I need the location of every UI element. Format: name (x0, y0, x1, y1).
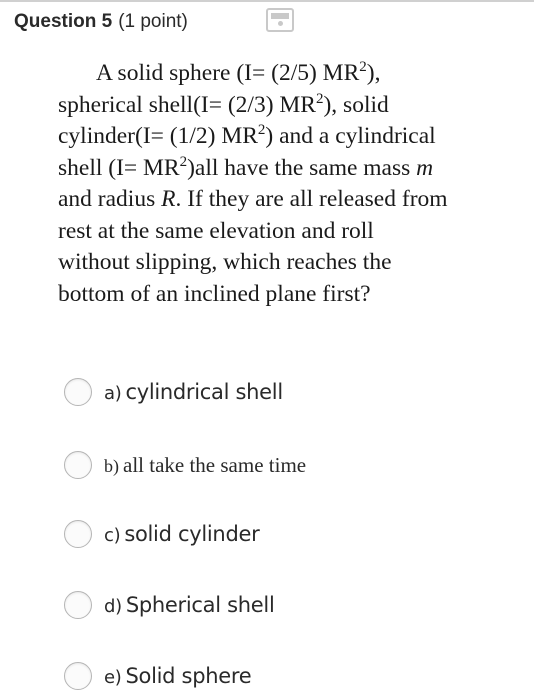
option-label (104, 380, 283, 404)
radio-button[interactable] (64, 662, 92, 690)
text-run: ) and a cylindrical (265, 123, 436, 149)
option-letter: d) (104, 596, 122, 617)
superscript: 2 (179, 153, 188, 170)
radio-button[interactable] (64, 451, 92, 479)
option-label (104, 522, 259, 546)
superscript: 2 (315, 90, 324, 107)
question-line (58, 184, 508, 216)
option-label (104, 453, 306, 478)
radio-button[interactable] (64, 378, 92, 406)
radio-button[interactable] (64, 591, 92, 619)
text-run: ), solid (323, 91, 389, 118)
option-label (104, 664, 251, 688)
radio-button[interactable] (64, 520, 92, 548)
question-points: (1 point) (118, 11, 188, 32)
option-text: Spherical shell (125, 593, 275, 617)
option-letter: b) (104, 455, 119, 476)
flag-icon-bar (271, 13, 289, 19)
answer-option-d[interactable] (64, 588, 274, 622)
option-label (104, 593, 274, 617)
question-line (58, 90, 508, 122)
option-text: cylindrical shell (125, 380, 283, 404)
option-text: Solid sphere (125, 664, 252, 688)
text-run: )all have the same mass (187, 154, 417, 181)
option-text: all take the same time (123, 452, 307, 477)
option-text: solid cylinder (124, 522, 260, 546)
answer-option-e[interactable] (64, 659, 251, 693)
question-line: rest at the same elevation and roll (58, 217, 374, 244)
superscript: 2 (359, 59, 367, 75)
question-line: without slipping, which reaches the (58, 249, 392, 275)
question-line (58, 153, 508, 185)
text-run: A solid sphere (I= (2/5) MR (96, 60, 360, 86)
text-run: shell (I= MR (58, 154, 180, 181)
flag-question-icon[interactable] (266, 8, 294, 32)
question-title: Question 5 (14, 11, 113, 32)
text-run: and radius (58, 186, 162, 212)
option-letter: e) (104, 667, 122, 688)
question-line (58, 121, 508, 153)
question-text (58, 58, 508, 310)
text-run: spherical shell(I= (2/3) MR (58, 91, 316, 118)
question-line: bottom of an inclined plane first? (58, 280, 371, 307)
italic-variable: R (161, 186, 176, 212)
text-run: . If they are all released from (175, 186, 448, 212)
option-letter: a) (104, 383, 122, 404)
top-divider (0, 0, 534, 2)
option-letter: c) (104, 525, 121, 546)
answer-option-a[interactable] (64, 375, 283, 409)
answer-option-b[interactable] (64, 448, 306, 482)
text-run: ), (366, 60, 381, 86)
question-line (58, 58, 508, 90)
answer-option-c[interactable] (64, 517, 259, 551)
text-run: cylinder(I= (1/2) MR (58, 123, 258, 149)
italic-variable: m (416, 154, 434, 181)
superscript: 2 (257, 122, 266, 138)
question-header (14, 6, 188, 38)
flag-icon-dot (278, 21, 283, 26)
